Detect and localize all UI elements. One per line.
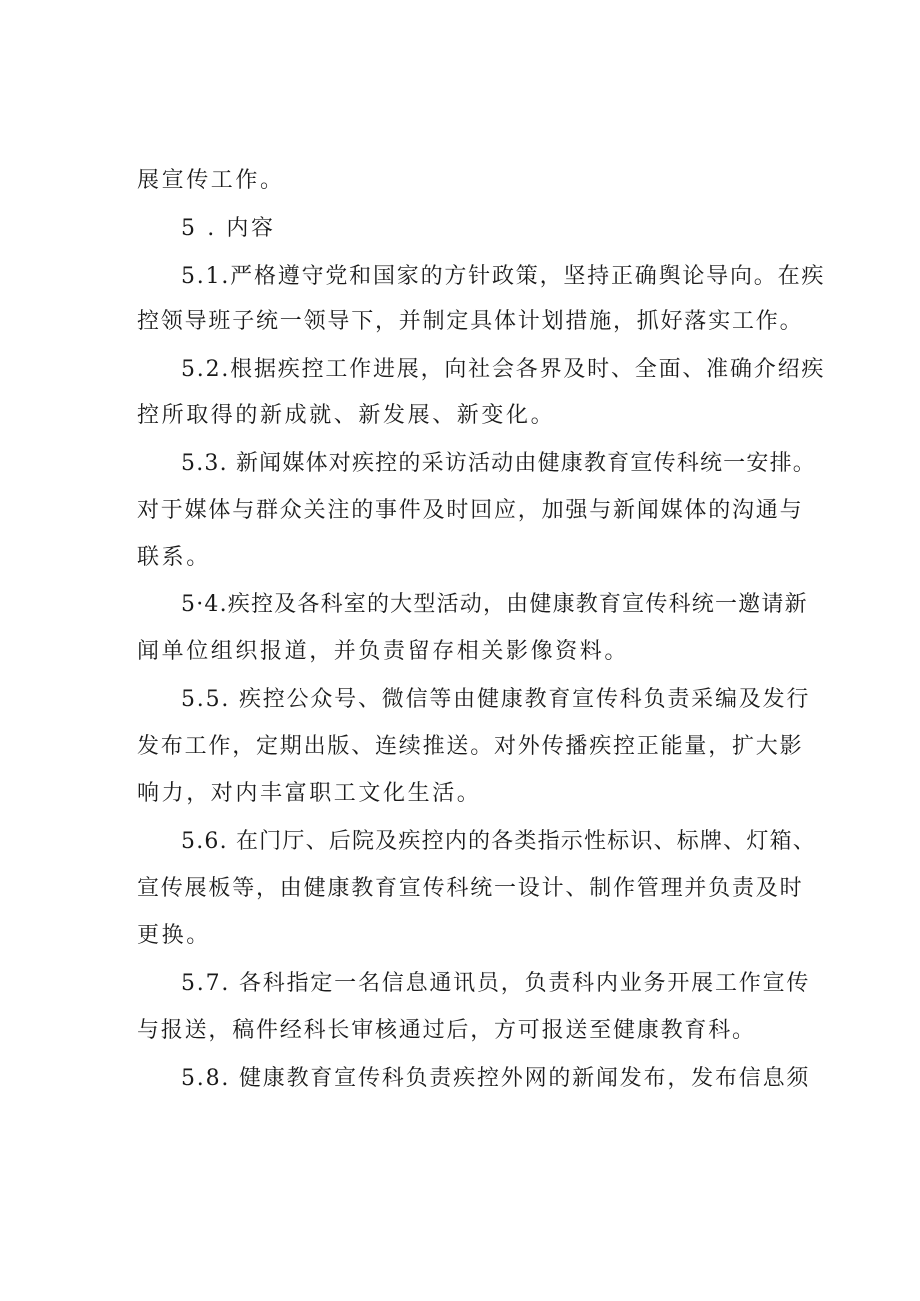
paragraph-5-4-line-2: 闻单位组织报道，并负责留存相关影像资料。: [137, 639, 630, 664]
paragraph-5-2-line-2: 控所取得的新成就、新发展、新变化。: [137, 403, 556, 428]
paragraph-5-7-line-2: 与报送，稿件经科长审核通过后，方可报送至健康教育科。: [137, 1018, 756, 1043]
paragraph-5-5-line-2: 发布工作，定期出版、连续推送。对外传播疾控正能量，扩大影: [137, 734, 804, 759]
paragraph-5-2-line-1: 5.2.根据疾控工作进展，向社会各界及时、全面、准确介绍疾: [181, 357, 826, 382]
paragraph-5-6-line-3: 更换。: [137, 923, 211, 948]
paragraph-5-7-line-1: 5.7. 各科指定一名信息通讯员，负责科内业务开展工作宣传: [181, 971, 811, 996]
paragraph-5-1-line-2: 控领导班子统一领导下，并制定具体计划措施，抓好落实工作。: [137, 309, 804, 334]
paragraph-5-8-line-1: 5.8. 健康教育宣传科负责疾控外网的新闻发布，发布信息须: [181, 1066, 811, 1091]
paragraph-5-3-line-3: 联系。: [137, 545, 211, 570]
paragraph-5-5-line-1: 5.5. 疾控公众号、微信等由健康教育宣传科负责采编及发行: [181, 687, 811, 712]
paragraph-5-6-line-1: 5.6. 在门厅、后院及疾控内的各类指示性标识、标牌、灯箱、: [181, 829, 816, 854]
paragraph-5-3-line-1: 5.3. 新闻媒体对疾控的采访活动由健康教育宣传科统一安排。: [181, 451, 816, 476]
paragraph-5-5-line-3: 响力，对内丰富职工文化生活。: [137, 781, 482, 806]
paragraph-5-4-line-1: 5·4.疾控及各科室的大型活动，由健康教育宣传科统一邀请新: [181, 592, 808, 617]
paragraph-5-1-line-1: 5.1.严格遵守党和国家的方针政策，坚持正确舆论导向。在疾: [181, 264, 826, 289]
paragraph-5-6-line-2: 宣传展板等，由健康教育宣传科统一设计、制作管理并负责及时: [137, 876, 804, 901]
section-heading: 5 . 内容: [181, 216, 276, 241]
paragraph-5-3-line-2: 对于媒体与群众关注的事件及时回应，加强与新闻媒体的沟通与: [137, 498, 804, 523]
text-line-continuation: 展宣传工作。: [137, 168, 285, 193]
